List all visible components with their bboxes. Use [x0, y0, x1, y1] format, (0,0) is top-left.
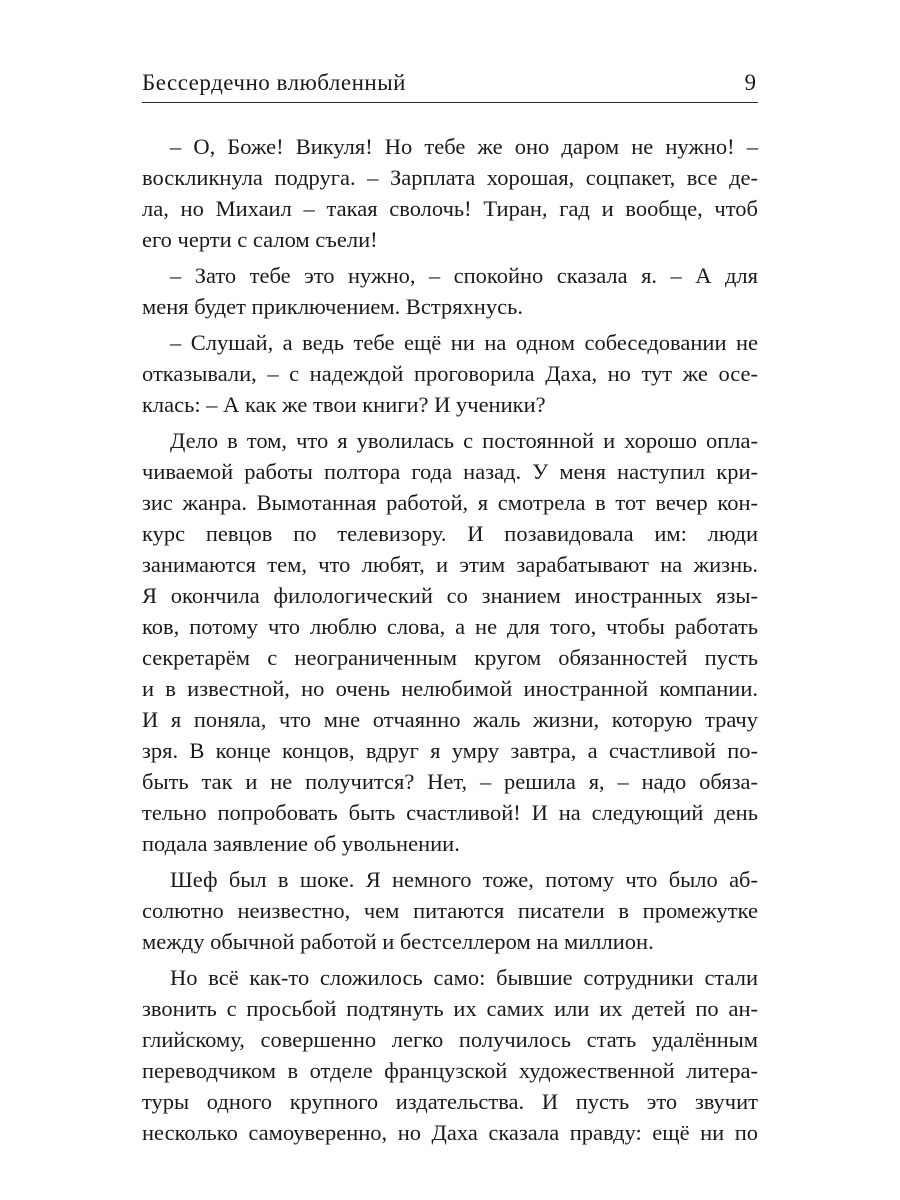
page-number: 9 — [744, 70, 756, 95]
text-line: И я поняла, что мне отчаянно жаль жизни, которую трачу — [142, 707, 758, 732]
running-title: Бессердечно влюбленный — [142, 70, 406, 95]
text-line: воскликнула подруга. – Зарплата хорошая, соцпакет, все де- — [142, 165, 758, 190]
paragraph — [142, 425, 758, 859]
text-line: и в известной, но очень нелюбимой иностранной компании. — [142, 676, 758, 701]
paragraph — [142, 962, 758, 1148]
body-text — [142, 131, 758, 1148]
text-line: быть так и не получится? Нет, – решила я, – надо обяза- — [142, 769, 758, 794]
text-line: ков, потому что люблю слова, а не для того, чтобы работать — [142, 614, 758, 639]
running-header — [142, 62, 758, 103]
paragraph — [142, 131, 758, 255]
text-line: Дело в том, что я уволилась с постоянной и хорошо опла- — [170, 428, 758, 453]
text-line: клась: – А как же твои книги? И ученики? — [142, 392, 546, 417]
text-line: Но всё как-то сложилось само: бывшие сотрудники стали — [170, 965, 758, 990]
text-line: меня будет приключением. Встряхнусь. — [142, 294, 523, 319]
text-line: тельно попробовать быть счастливой! И на следующий день — [142, 800, 758, 825]
text-line: секретарём с неограниченным кругом обязанностей пусть — [142, 645, 758, 670]
text-line: ла, но Михаил – такая сволочь! Тиран, гад и вообще, чтоб — [142, 196, 758, 221]
text-line: глийскому, совершенно легко получилось стать удалённым — [142, 1027, 758, 1052]
text-line: звонить с просьбой подтянуть их самих или их детей по ан- — [142, 996, 758, 1021]
text-line: туры одного крупного издательства. И пусть это звучит — [142, 1089, 758, 1114]
text-line: Я окончила филологический со знанием иностранных язы- — [142, 583, 758, 608]
text-line: – О, Боже! Викуля! Но тебе же оно даром не нужно! – — [170, 134, 758, 159]
text-line: чиваемой работы полтора года назад. У меня наступил кри- — [142, 459, 758, 484]
text-line: солютно неизвестно, чем питаются писатели в промежутке — [142, 898, 758, 923]
text-line: зис жанра. Вымотанная работой, я смотрела в тот вечер кон- — [142, 490, 758, 515]
text-line: между обычной работой и бестселлером на миллион. — [142, 929, 654, 954]
text-line: занимаются тем, что любят, и этим зарабатывают на жизнь. — [142, 552, 758, 577]
text-line: – Слушай, а ведь тебе ещё ни на одном собеседовании не — [170, 330, 758, 355]
text-line: переводчиком в отделе французской художественной литера- — [142, 1058, 758, 1083]
text-line: курс певцов по телевизору. И позавидовала им: люди — [142, 521, 758, 546]
text-line: его черти с салом съели! — [142, 227, 378, 252]
text-line: отказывали, – с надеждой проговорила Даха, но тут же осе- — [142, 361, 758, 386]
text-line: Шеф был в шоке. Я немного тоже, потому что было аб- — [170, 867, 758, 892]
paragraph — [142, 864, 758, 957]
text-line: подала заявление об увольнении. — [142, 831, 460, 856]
paragraph — [142, 327, 758, 420]
text-line: несколько самоуверенно, но Даха сказала правду: ещё ни по — [142, 1120, 758, 1145]
text-line: – Зато тебе это нужно, – спокойно сказала я. – А для — [170, 263, 758, 288]
paragraph — [142, 260, 758, 322]
text-line: зря. В конце концов, вдруг я умру завтра, а счастливой по- — [142, 738, 758, 763]
book-page — [142, 62, 758, 1148]
